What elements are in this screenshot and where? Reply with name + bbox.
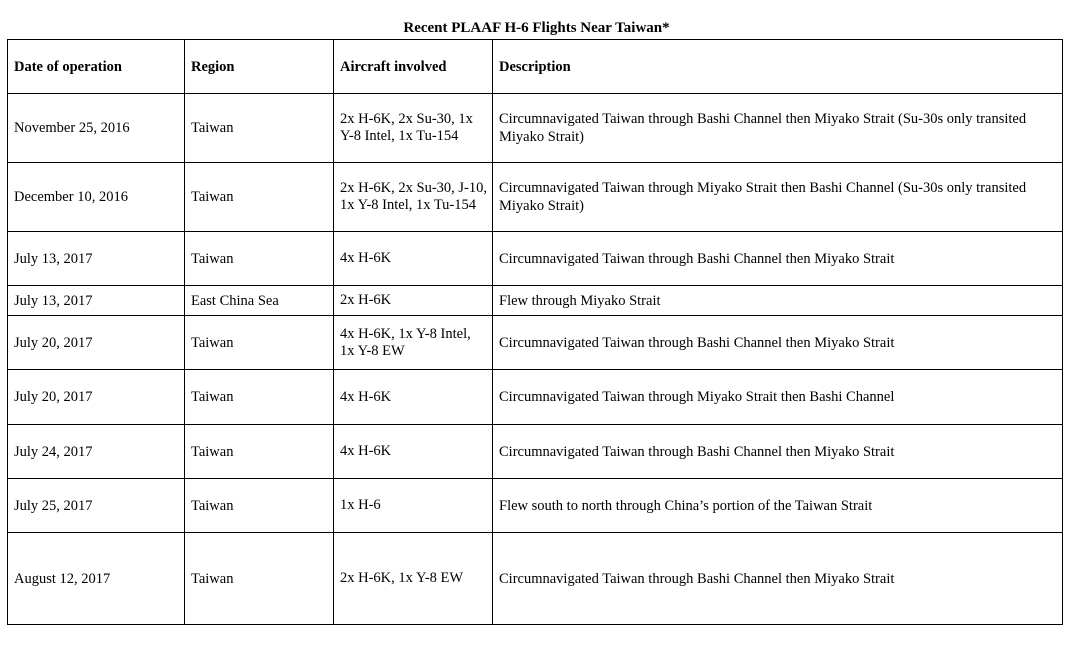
header-description: Description bbox=[493, 40, 1063, 94]
cell-region: East China Sea bbox=[185, 286, 334, 316]
table-row bbox=[8, 533, 1063, 625]
cell-aircraft: 2x H-6K, 1x Y-8 EW bbox=[334, 533, 493, 625]
cell-aircraft: 4x H-6K bbox=[334, 232, 493, 286]
cell-aircraft: 4x H-6K, 1x Y-8 Intel, 1x Y-8 EW bbox=[334, 316, 493, 370]
cell-region: Taiwan bbox=[185, 425, 334, 479]
cell-region: Taiwan bbox=[185, 163, 334, 232]
cell-region: Taiwan bbox=[185, 316, 334, 370]
cell-aircraft: 2x H-6K, 2x Su-30, 1x Y-8 Intel, 1x Tu-154 bbox=[334, 94, 493, 163]
cell-region: Taiwan bbox=[185, 94, 334, 163]
table-row bbox=[8, 232, 1063, 286]
cell-description: Circumnavigated Taiwan through Miyako Strait then Bashi Channel bbox=[493, 370, 1063, 425]
cell-description: Flew through Miyako Strait bbox=[493, 286, 1063, 316]
header-region: Region bbox=[185, 40, 334, 94]
cell-description: Flew south to north through China’s portion of the Taiwan Strait bbox=[493, 479, 1063, 533]
cell-date: August 12, 2017 bbox=[8, 533, 185, 625]
cell-region: Taiwan bbox=[185, 533, 334, 625]
table-row bbox=[8, 286, 1063, 316]
cell-description: Circumnavigated Taiwan through Bashi Channel then Miyako Strait bbox=[493, 533, 1063, 625]
table-row bbox=[8, 163, 1063, 232]
cell-date: July 13, 2017 bbox=[8, 286, 185, 316]
cell-description: Circumnavigated Taiwan through Bashi Channel then Miyako Strait bbox=[493, 232, 1063, 286]
cell-date: July 13, 2017 bbox=[8, 232, 185, 286]
cell-date: July 20, 2017 bbox=[8, 370, 185, 425]
table-row bbox=[8, 479, 1063, 533]
table-row bbox=[8, 94, 1063, 163]
cell-description: Circumnavigated Taiwan through Miyako Strait then Bashi Channel (Su-30s only transited Miyako Strait) bbox=[493, 163, 1063, 232]
table-title: Recent PLAAF H-6 Flights Near Taiwan* bbox=[403, 20, 670, 36]
header-date: Date of operation bbox=[8, 40, 185, 94]
cell-aircraft: 4x H-6K bbox=[334, 370, 493, 425]
cell-date: November 25, 2016 bbox=[8, 94, 185, 163]
cell-date: July 20, 2017 bbox=[8, 316, 185, 370]
cell-region: Taiwan bbox=[185, 370, 334, 425]
cell-description: Circumnavigated Taiwan through Bashi Channel then Miyako Strait (Su-30s only transited Miyako Strait) bbox=[493, 94, 1063, 163]
cell-description: Circumnavigated Taiwan through Bashi Channel then Miyako Strait bbox=[493, 316, 1063, 370]
header-aircraft: Aircraft involved bbox=[334, 40, 493, 94]
cell-date: July 25, 2017 bbox=[8, 479, 185, 533]
cell-region: Taiwan bbox=[185, 479, 334, 533]
cell-date: December 10, 2016 bbox=[8, 163, 185, 232]
header-row bbox=[8, 40, 1063, 94]
cell-region: Taiwan bbox=[185, 232, 334, 286]
cell-aircraft: 1x H-6 bbox=[334, 479, 493, 533]
cell-description: Circumnavigated Taiwan through Bashi Channel then Miyako Strait bbox=[493, 425, 1063, 479]
table-row bbox=[8, 316, 1063, 370]
cell-aircraft: 2x H-6K bbox=[334, 286, 493, 316]
cell-aircraft: 4x H-6K bbox=[334, 425, 493, 479]
cell-date: July 24, 2017 bbox=[8, 425, 185, 479]
table-row bbox=[8, 425, 1063, 479]
flights-table bbox=[7, 39, 1063, 625]
cell-aircraft: 2x H-6K, 2x Su-30, J-10, 1x Y-8 Intel, 1x Tu-154 bbox=[334, 163, 493, 232]
table-row bbox=[8, 370, 1063, 425]
